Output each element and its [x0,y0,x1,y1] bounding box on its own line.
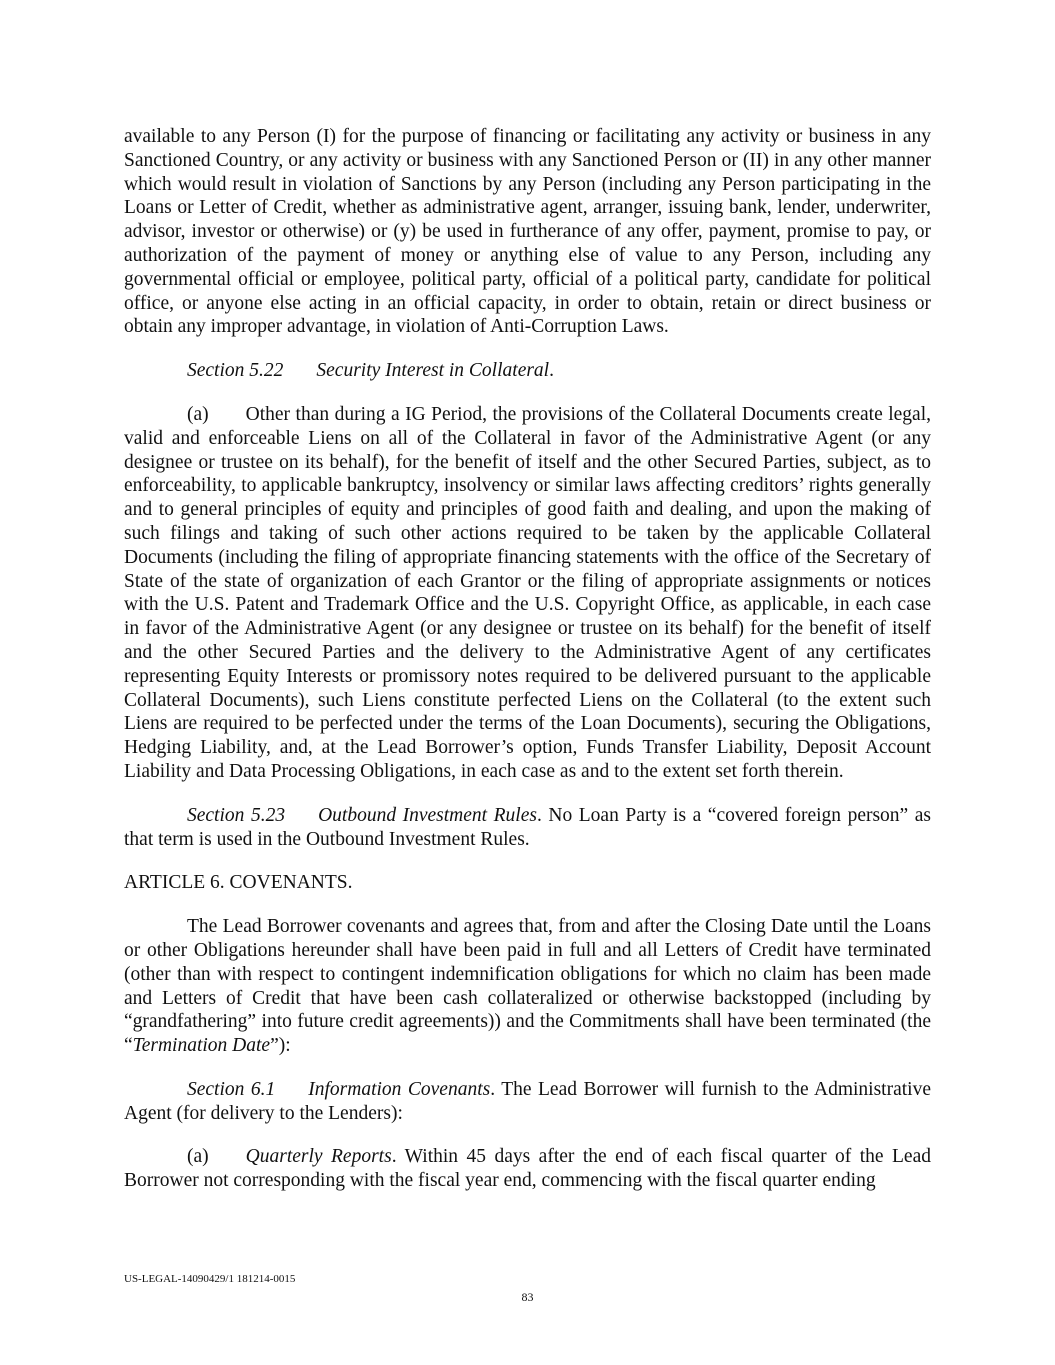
section-title: Outbound Investment Rules [318,804,537,826]
section-6-1-paragraph [124,1078,931,1126]
clause-label: (a) [187,1146,209,1168]
section-text: . No Loan Party is a “covered foreign person” as that term is used in the Outbound Investment Rules. [124,804,931,850]
defined-term: Termination Date [132,1035,271,1057]
section-period: . [549,360,554,382]
page-number: 83 [521,1290,534,1304]
clause-label: (a) [187,403,209,425]
clause-text: Other than during a IG Period, the provisions of the Collateral Documents create legal, valid and enforceable Liens on all of the Collateral in favor of the Administrative Agent (or any designee or trustee on its behalf), for the benefit of itself and the other Secured Parties, subject, as to enforceability, to applicable bankruptcy, insolvency or similar laws affecting creditors’ rights generally and to general principles of equity and principles of good faith and dealing, and upon the making of such filings and taking of such other actions required to be taken by the applicable Collateral Documents (including the filing of appropriate financing statements with the office of the Secretary of State of the state of organization of each Grantor or the filing of appropriate assignments or notices with the U.S. Patent and Trademark Office and the U.S. Copyright Office, as applicable, in each case in favor of the Administrative Agent (or any designee or trustee on its behalf) for the benefit of itself and the other Secured Parties and the delivery to the Administrative Agent of any certificates representing Equity Interests or promissory notes required to be delivered pursuant to the applicable Collateral Documents), such Liens constitute perfected Liens on the Collateral (to the extent such Liens are required to be perfected under the terms of the Loan Documents), securing the Obligations, Hedging Liability, and, at the Lead Borrower’s option, Funds Transfer Liability, Deposit Account Liability and Data Processing Obligations, in each case as and to the extent set forth therein. [124,403,931,782]
section-5-23-paragraph [124,804,931,852]
section-title: Security Interest in Collateral [316,360,550,382]
document-page [124,125,931,1193]
section-5-22-heading [124,359,931,383]
section-title: Information Covenants [308,1078,491,1100]
section-5-22-a-paragraph [124,403,931,784]
section-number: Section 5.23 [187,804,286,826]
document-id-footer: US-LEGAL-14090429/1 181214-0015 [124,1273,296,1285]
section-number: Section 5.22 [187,360,284,382]
section-6-1-a-paragraph [124,1145,931,1193]
clause-title: Quarterly Reports [245,1146,392,1168]
covenant-intro-paragraph [124,915,931,1058]
section-text: . The Lead Borrower will furnish to the Administrative Agent (for delivery to the Lenders): [124,1078,931,1124]
section-number: Section 6.1 [187,1078,276,1100]
article-6-heading: ARTICLE 6. COVENANTS. [124,872,353,894]
intro-closing: ”): [270,1035,291,1057]
paragraph-sanctions-continued: available to any Person (I) for the purpose of financing or facilitating any activity or business in any Sanctioned Country, or any activity or business with any Sanctioned Person or (II) in any other manner which would result in violation of Sanctions by any Person (including any Person participating in the Loans or Letter of Credit, whether as administrative agent, arranger, issuing bank, lender, underwriter, advisor, investor or otherwise) or (y) be used in furtherance of any offer, payment, promise to pay, or authorization of the payment of money or anything else of value to any Person, including any governmental official or employee, political party, official of a political party, candidate for political office, or anyone else acting in an official capacity, in order to obtain, retain or direct business or obtain any improper advantage, in violation of Anti-Corruption Laws. [124,126,931,338]
clause-text: . Within 45 days after the end of each fiscal quarter of the Lead Borrower not corresponding with the fiscal year end, commencing with the fiscal quarter ending [124,1146,931,1192]
intro-text: The Lead Borrower covenants and agrees that, from and after the Closing Date until the Loans or other Obligations hereunder shall have been paid in full and all Letters of Credit have terminated (other than with respect to contingent indemnification obligations for which no claim has been made and Letters of Credit that have been cash collateralized or otherwise backstopped (including by “grandfathering” into future credit agreements)) and the Commitments shall have been terminated (the “ [124,916,931,1057]
